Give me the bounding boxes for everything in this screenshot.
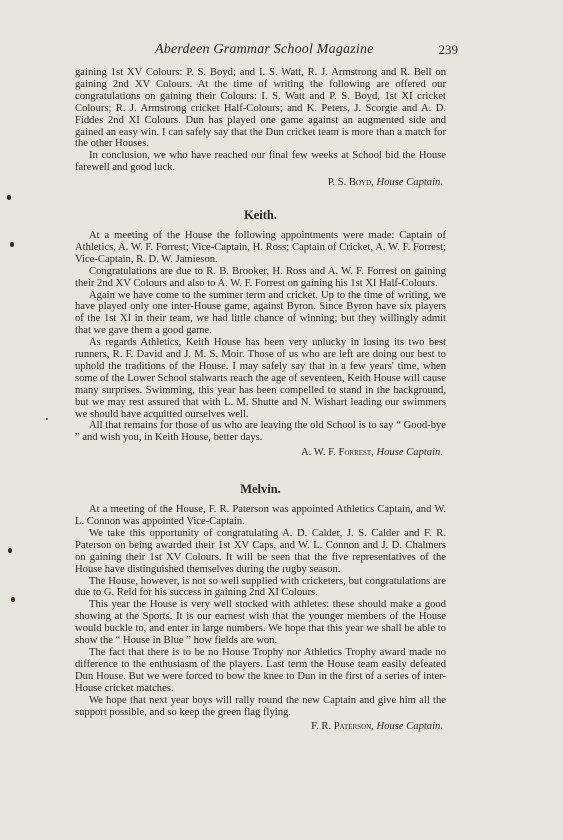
paragraph: This year the House is very well stocked with athletes: these should make a good showing at the Sports. It is our earnest wish that the younger members of the House would buckle to, and enter in large numbers. We hope that this year we shall be able to show the “ House in Blue ” how fields are won. <box>75 599 446 647</box>
paragraph: All that remains for those of us who are leaving the old School is to say “ Good-bye ” and wish you, in Keith House, better days. <box>75 420 446 444</box>
signature <box>75 447 446 459</box>
paragraph: At a meeting of the House, F. R. Paterson was appointed Athletics Captain, and W. L. Connon was appointed Vice-Captain. <box>75 504 446 527</box>
binding-hole-mark <box>11 597 15 602</box>
magazine-title: Aberdeen Grammar School Magazine <box>155 42 374 57</box>
section-heading-melvin: Melvin. <box>240 482 281 497</box>
signature-role: House Captain. <box>376 447 443 459</box>
paragraph: Congratulations are due to R. B. Brooker, H. Ross and A. W. F. Forrest on gaining their 2nd XV Colours and also to A. W. F. Forrest on gaining his 1st XI Half-Colours. <box>75 265 446 289</box>
page-number: 239 <box>438 42 458 57</box>
paragraph: We take this opportunity of congratulating A. D. Calder, J. S. Calder and F. R. Paterson on being awarded their 1st XV Caps, and W. L. Connon and J. D. Chalmers on gaining their 1st XV Colours. It will be seen that the five representatives of the House have distinguished themselves during the rugby season. <box>75 527 446 575</box>
signature <box>75 721 446 733</box>
article-body <box>75 67 446 733</box>
paragraph: In conclusion, we who have reached our final few weeks at School bid the House farewell and good luck. <box>75 150 446 174</box>
paragraph: gaining 1st XV Colours: P. S. Boyd; and I. S. Watt, R. J. Armstrong and R. Bell on gaining 2nd XV Colours. At the time of writing the following are offered our congratulations on gaining their Colours: I. S. Watt and P. S. Boyd, 1st XI cricket Colours; R. J. Armstrong cricket Half-Colours; and K. Peters, J. Scorgie and A. D. Fiddes 2nd XI Colours. Dun has played one game against an augmented side and gained an easy win. I can safely say that the Dun cricket team is more than a match for the other Houses. <box>75 67 446 150</box>
section-heading-keith: Keith. <box>244 208 277 223</box>
signature-name: P. S. Boyd, <box>327 177 374 189</box>
binding-hole-mark <box>7 195 11 200</box>
binding-hole-mark <box>10 242 14 247</box>
paragraph: Again we have come to the summer term and cricket. Up to the time of writing, we have played only one inter-House game, against Byron. Since Byron have six players of the 1st XI in their team, we had little chance of winning; but they willingly admit that we gave them a good game. <box>75 289 446 337</box>
paragraph: The fact that there is to be no House Trophy nor Athletics Trophy award made no difference to the enthusiasm of the players. Last term the House team easily defeated Dun House. But we were forced to bow the knee to Dun in the first of a series of inter-House cricket matches. <box>75 646 446 694</box>
paragraph: At a meeting of the House the following appointments were made: Captain of Athletics, A. W. F. Forrest; Vice-Captain, H. Ross; Captain of Cricket, A. W. F. Forrest; Vice-Captain, R. D. W. Jamieson. <box>75 229 446 265</box>
paragraph: As regards Athletics, Keith House has been very unlucky in losing its two best runners, R. F. David and J. M. S. Moir. Those of us who are left are doing our best to uphold the traditions of the House. I may safely say that in a few years' time, when some of the Lower School stalwarts reach the age of seventeen, Keith House will cause many surprises. Swimming, this year has been compelled to stand in the background, but we may rest assured that with L. M. Shutte and N. Wishart leading our swimmers we should have acquitted ourselves well. <box>75 337 446 420</box>
paragraph: We hope that next year boys will rally round the new Captain and give him all the support possible, and so keep the green flag flying. <box>75 694 446 718</box>
signature-name: F. R. Paterson, <box>311 721 374 733</box>
paragraph: The House, however, is not so well supplied with cricketers, but congratulations are due to G. Reid for his success in gaining 2nd XI Colours. <box>75 575 446 599</box>
signature <box>75 177 446 189</box>
running-header <box>75 42 458 58</box>
signature-name: A. W. F. Forrest, <box>301 447 374 459</box>
signature-role: House Captain. <box>376 177 443 189</box>
speck-mark <box>46 418 48 420</box>
signature-role: House Captain. <box>376 721 443 733</box>
binding-hole-mark <box>8 548 12 553</box>
